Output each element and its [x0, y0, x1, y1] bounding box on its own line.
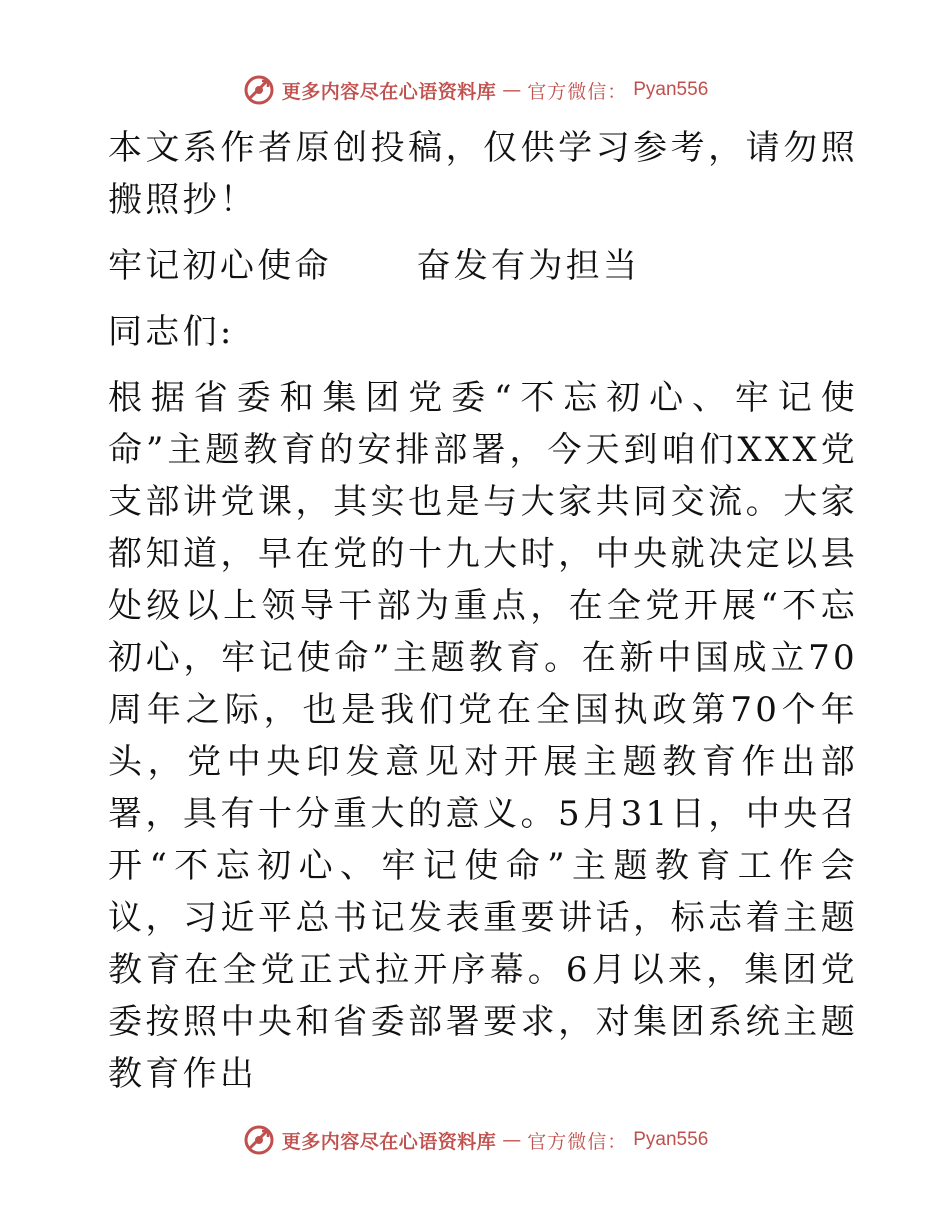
- watermark-logo-icon: [242, 1123, 276, 1157]
- watermark-logo-icon: [242, 73, 276, 107]
- greeting: 同志们:: [108, 312, 235, 352]
- watermark-separator: —: [502, 1129, 522, 1151]
- body-paragraph: 根据省委和集团党委“不忘初心、牢记使命”主题教育的安排部署，今天到咱们XXX党支部讲党课，其实也是与大家共同交流。大家都知道，早在党的十九大时，中央就决定以县处级以上领导干部为重点，在全党开展“不忘初心，牢记使命”主题教育。在新中国成立70周年之际，也是我们党在全国执政第70个年头，党中央印发意见对开展主题教育作出部署，具有十分重大的意义。5月31日，中央召开“不忘初心、牢记使命”主题教育工作会议，习近平总书记发表重要讲话，标志着主题教育在全党正式拉开序幕。6月以来，集团党委按照中央和省委部署要求，对集团系统主题教育作出: [108, 378, 858, 1094]
- copyright-notice: 本文系作者原创投稿，仅供学习参考，请勿照搬照抄！: [108, 128, 858, 220]
- document-body: [98, 122, 858, 1100]
- header-watermark: [0, 70, 950, 110]
- document-title: 牢记初心使命 奋发有为担当: [108, 246, 641, 286]
- watermark-official-label: 官方微信：: [527, 80, 628, 103]
- watermark-wechat-id: Pyan556: [633, 1129, 709, 1150]
- watermark-official-label: 官方微信：: [527, 1130, 628, 1153]
- watermark-separator: —: [502, 79, 522, 101]
- watermark-wechat-id: Pyan556: [633, 79, 709, 100]
- footer-watermark: [0, 1120, 950, 1160]
- watermark-text: 更多内容尽在心语资料库: [281, 1130, 497, 1153]
- watermark-text: 更多内容尽在心语资料库: [281, 80, 497, 103]
